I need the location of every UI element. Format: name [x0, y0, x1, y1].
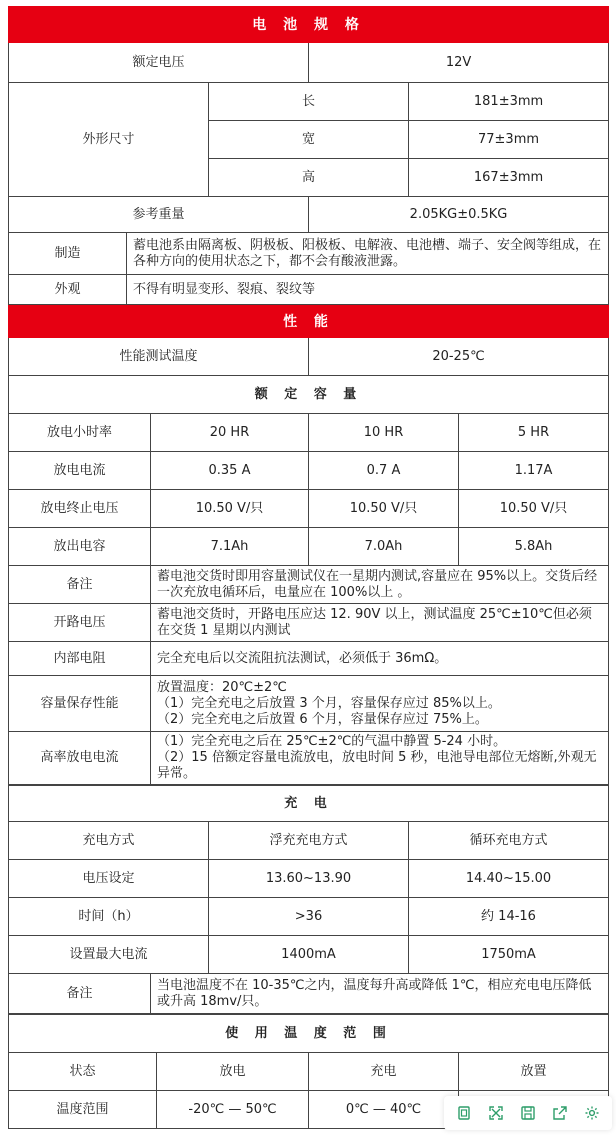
- charge-voltage-value: 14.40~15.00: [409, 860, 609, 898]
- width-label: 宽: [209, 121, 409, 159]
- max-current-value: 1400mA: [209, 936, 409, 974]
- manufacture-label: 制造: [9, 233, 127, 275]
- height-label: 高: [209, 159, 409, 197]
- battery-spec-table: [8, 6, 609, 305]
- retention-line: （2）完全充电之后放置 6 个月，容量保存应过 75%上。: [157, 711, 488, 727]
- state-label: 状态: [9, 1053, 157, 1091]
- performance-remark-label: 备注: [9, 566, 151, 604]
- retention-line: 放置温度：20℃±2℃: [157, 679, 287, 695]
- performance-title: 性 能: [9, 306, 609, 338]
- current-value: 0.7 A: [309, 452, 459, 490]
- rated-voltage-label: 额定电压: [9, 43, 309, 83]
- length-value: 181±3mm: [409, 83, 609, 121]
- charge-time-value: 约 14-16: [409, 898, 609, 936]
- resistance-value: 完全充电后以交流阻抗法测试，必须低于 36mΩ。: [151, 642, 609, 676]
- temp-range-value: -20℃ — 50℃: [157, 1091, 309, 1129]
- dimensions-label: 外形尺寸: [9, 83, 209, 197]
- performance-table: [8, 305, 609, 785]
- capacity-label: 放出电容: [9, 528, 151, 566]
- battery-spec-title: 电 池 规 格: [9, 7, 609, 43]
- state-value: 放置: [459, 1053, 609, 1091]
- rated-capacity-title: 额 定 容 量: [9, 376, 609, 414]
- max-current-value: 1750mA: [409, 936, 609, 974]
- performance-remark-value: 蓄电池交货时即用容量测试仪在一星期内测试,容量应在 95%以上。交货后经一次充放电循环后，电量应在 100%以上 。: [151, 566, 609, 604]
- rate-label: 放电小时率: [9, 414, 151, 452]
- save-icon[interactable]: [515, 1100, 541, 1126]
- max-current-label: 设置最大电流: [9, 936, 209, 974]
- capacity-value: 7.0Ah: [309, 528, 459, 566]
- weight-label: 参考重量: [9, 197, 309, 233]
- settings-icon[interactable]: [579, 1100, 605, 1126]
- manufacture-value: 蓄电池系由隔离板、阴极板、阳极板、电解液、电池槽、端子、安全阀等组成，在各种方向的使用状态之下，都不会有酸液泄露。: [127, 233, 609, 275]
- rate-value: 20 HR: [151, 414, 309, 452]
- copy-icon[interactable]: [451, 1100, 477, 1126]
- charge-time-value: >36: [209, 898, 409, 936]
- resistance-label: 内部电阻: [9, 642, 151, 676]
- appearance-label: 外观: [9, 275, 127, 305]
- rated-voltage-value: 12V: [309, 43, 609, 83]
- end-voltage-value: 10.50 V/只: [309, 490, 459, 528]
- usage-temp-title: 使 用 温 度 范 围: [9, 1015, 609, 1053]
- charge-method-value: 浮充充电方式: [209, 822, 409, 860]
- rate-value: 10 HR: [309, 414, 459, 452]
- charging-table: [8, 785, 609, 1014]
- charging-title: 充 电: [9, 786, 609, 822]
- test-temp-value: 20-25℃: [309, 338, 609, 376]
- charge-voltage-value: 13.60~13.90: [209, 860, 409, 898]
- open-voltage-label: 开路电压: [9, 604, 151, 642]
- current-label: 放电电流: [9, 452, 151, 490]
- state-value: 放电: [157, 1053, 309, 1091]
- share-icon[interactable]: [547, 1100, 573, 1126]
- high-rate-line: （1）完全充电之后在 25℃±2℃的气温中静置 5-24 小时。: [157, 734, 507, 749]
- capacity-value: 5.8Ah: [459, 528, 609, 566]
- temp-range-value: 0℃ — 40℃: [309, 1091, 459, 1129]
- width-value: 77±3mm: [409, 121, 609, 159]
- open-voltage-value: 蓄电池交货时，开路电压应达 12. 90V 以上，测试温度 25℃±10℃但必须在交货 1 星期以内测试: [151, 604, 609, 642]
- expand-icon[interactable]: [483, 1100, 509, 1126]
- charge-voltage-label: 电压设定: [9, 860, 209, 898]
- charging-remark-value: 当电池温度不在 10-35℃之内，温度每升高或降低 1℃，相应充电电压降低或升高 18mv/只。: [151, 974, 609, 1014]
- rate-value: 5 HR: [459, 414, 609, 452]
- appearance-value: 不得有明显变形、裂痕、裂纹等: [127, 275, 609, 305]
- high-rate-label: 高率放电电流: [9, 732, 151, 785]
- end-voltage-label: 放电终止电压: [9, 490, 151, 528]
- current-value: 1.17A: [459, 452, 609, 490]
- length-label: 长: [209, 83, 409, 121]
- end-voltage-value: 10.50 V/只: [151, 490, 309, 528]
- charge-time-label: 时间（h）: [9, 898, 209, 936]
- spec-sheet: [8, 6, 608, 1129]
- floating-toolbar: [444, 1096, 612, 1130]
- retention-value: [151, 676, 609, 732]
- capacity-value: 7.1Ah: [151, 528, 309, 566]
- temp-range-label: 温度范围: [9, 1091, 157, 1129]
- charge-method-label: 充电方式: [9, 822, 209, 860]
- retention-line: （1）完全充电之后放置 3 个月，容量保存应过 85%以上。: [157, 695, 501, 711]
- charging-remark-label: 备注: [9, 974, 151, 1014]
- end-voltage-value: 10.50 V/只: [459, 490, 609, 528]
- height-value: 167±3mm: [409, 159, 609, 197]
- current-value: 0.35 A: [151, 452, 309, 490]
- test-temp-label: 性能测试温度: [9, 338, 309, 376]
- weight-value: 2.05KG±0.5KG: [309, 197, 609, 233]
- high-rate-line: （2）15 倍额定容量电流放电，放电时间 5 秒，电池导电部位无熔断,外观无异常。: [157, 750, 597, 781]
- charge-method-value: 循环充电方式: [409, 822, 609, 860]
- high-rate-value: [151, 732, 609, 785]
- retention-label: 容量保存性能: [9, 676, 151, 732]
- state-value: 充电: [309, 1053, 459, 1091]
